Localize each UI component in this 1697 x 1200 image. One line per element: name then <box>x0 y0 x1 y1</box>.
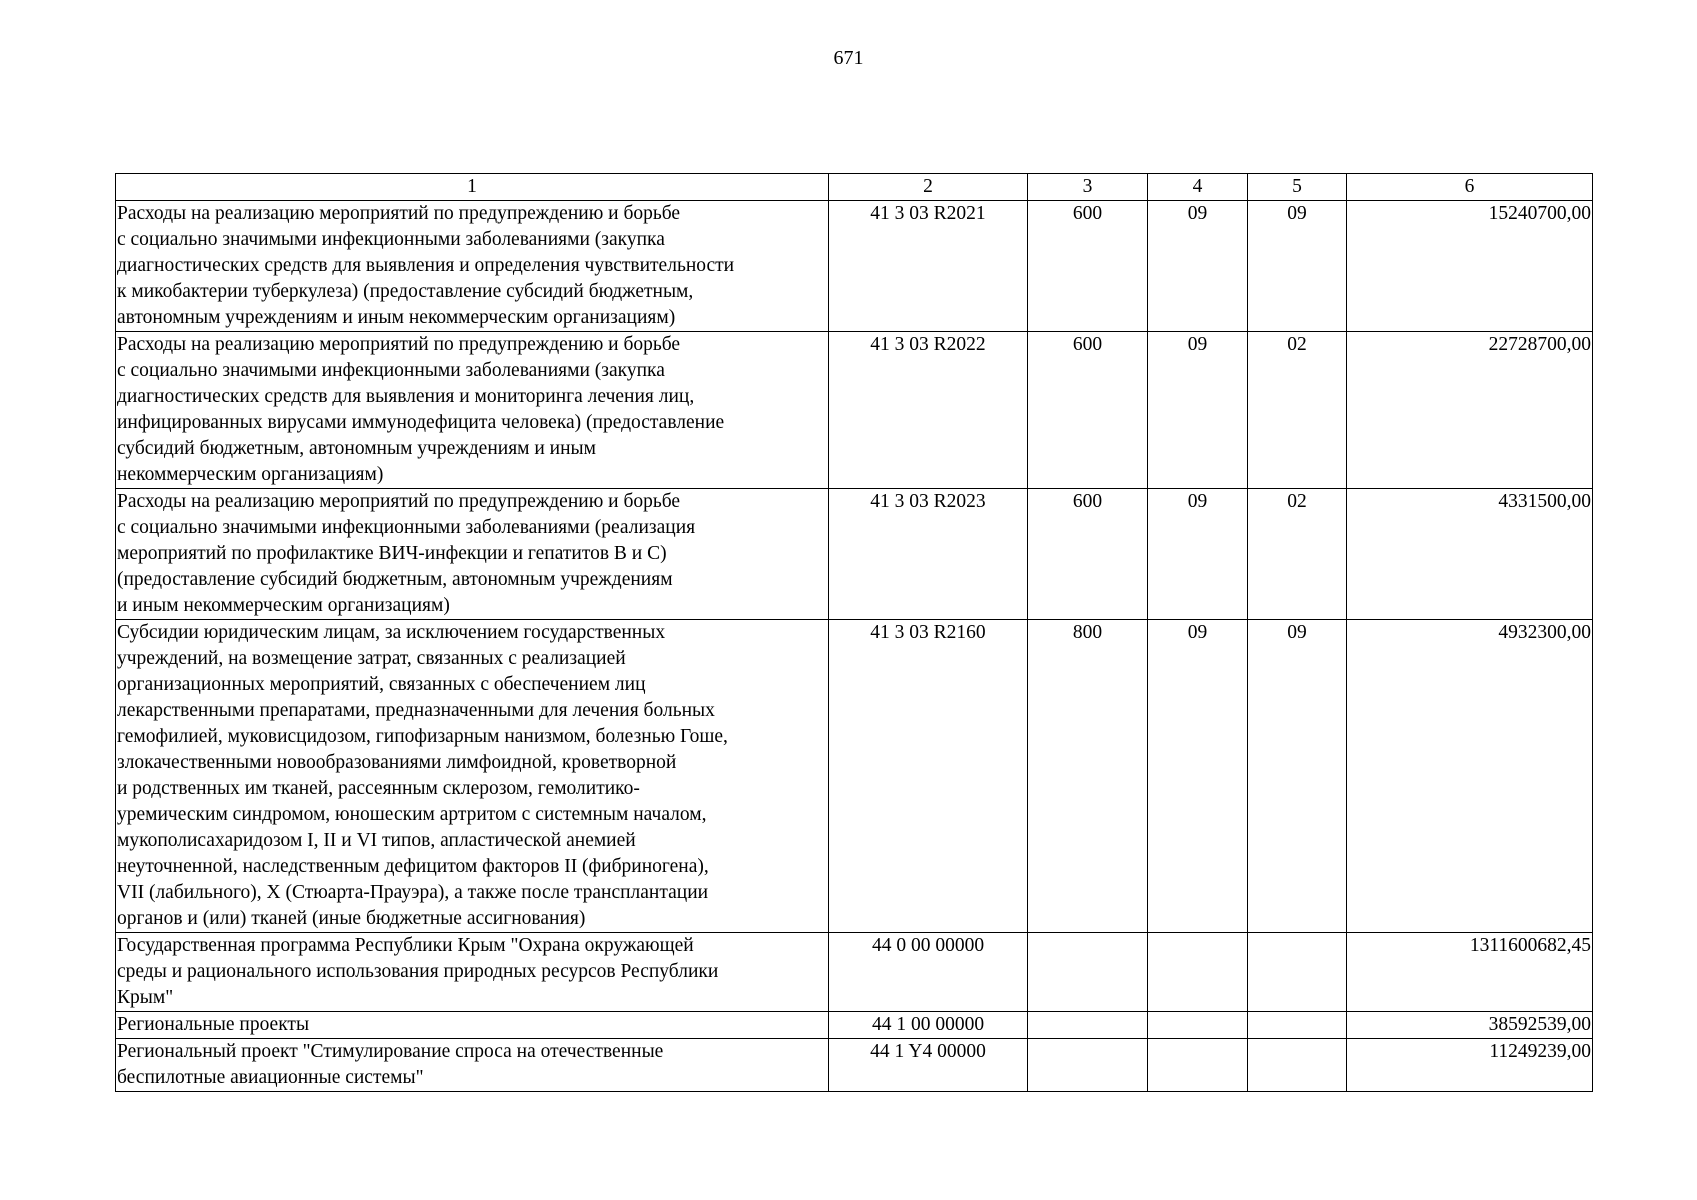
section <box>1148 1012 1248 1039</box>
subsection <box>1248 1012 1347 1039</box>
expense-type: 600 <box>1028 201 1148 332</box>
expense-name: Региональный проект "Стимулирование спроса на отечественные беспилотные авиационные системы" <box>116 1039 829 1092</box>
subsection: 09 <box>1248 620 1347 933</box>
table-row <box>116 933 1593 1012</box>
classification-code: 41 3 03 R2022 <box>829 332 1028 489</box>
classification-code: 41 3 03 R2023 <box>829 489 1028 620</box>
page-number: 671 <box>833 47 864 69</box>
column-header-3: 3 <box>1028 174 1148 201</box>
column-header-6: 6 <box>1347 174 1593 201</box>
classification-code: 44 0 00 00000 <box>829 933 1028 1012</box>
table-row <box>116 1012 1593 1039</box>
classification-code: 44 1 00 00000 <box>829 1012 1028 1039</box>
expense-type: 600 <box>1028 332 1148 489</box>
table-row <box>116 489 1593 620</box>
expense-type <box>1028 1012 1148 1039</box>
header-row <box>116 174 1593 201</box>
classification-code: 41 3 03 R2021 <box>829 201 1028 332</box>
expense-name: Региональные проекты <box>116 1012 829 1039</box>
subsection <box>1248 933 1347 1012</box>
expense-name: Субсидии юридическим лицам, за исключением государственных учреждений, на возмещение затрат, связанных с реализацией организационных мероприятий, связанных с обеспечением лиц лекарственными препаратами, предназначенными для лечения больных гемофилией, муковисцидозом, гипофизарным нанизмом, болезнью Гоше, злокачественными новообразованиями лимфоидной, кроветворной и родственных им тканей, рассеянным склерозом, гемолитико- уремическим синдромом, юношеским артритом с системным началом, мукополисахаридозом I, II и VI типов, апластической анемией неуточненной, наследственным дефицитом факторов II (фибриногена), VII (лабильного), X (Стюарта-Прауэра), а также после трансплантации органов и (или) тканей (иные бюджетные ассигнования) <box>116 620 829 933</box>
section <box>1148 1039 1248 1092</box>
expense-type: 800 <box>1028 620 1148 933</box>
subsection: 09 <box>1248 201 1347 332</box>
expense-type <box>1028 933 1148 1012</box>
column-header-5: 5 <box>1248 174 1347 201</box>
expense-name: Расходы на реализацию мероприятий по предупреждению и борьбе с социально значимыми инфекционными заболеваниями (закупка диагностических средств для выявления и определения чувствительности к микобактерии туберкулеза) (предоставление субсидий бюджетным, автономным учреждениям и иным некоммерческим организациям) <box>116 201 829 332</box>
subsection <box>1248 1039 1347 1092</box>
expense-type: 600 <box>1028 489 1148 620</box>
expense-name: Расходы на реализацию мероприятий по предупреждению и борьбе с социально значимыми инфекционными заболеваниями (реализация мероприятий по профилактике ВИЧ-инфекции и гепатитов В и С) (предоставление субсидий бюджетным, автономным учреждениям и иным некоммерческим организациям) <box>116 489 829 620</box>
amount: 38592539,00 <box>1347 1012 1593 1039</box>
expense-type <box>1028 1039 1148 1092</box>
amount: 4932300,00 <box>1347 620 1593 933</box>
subsection: 02 <box>1248 489 1347 620</box>
section: 09 <box>1148 620 1248 933</box>
section <box>1148 933 1248 1012</box>
budget-table <box>115 173 1593 1092</box>
section: 09 <box>1148 332 1248 489</box>
table-row <box>116 1039 1593 1092</box>
table-row <box>116 332 1593 489</box>
classification-code: 44 1 Y4 00000 <box>829 1039 1028 1092</box>
column-header-2: 2 <box>829 174 1028 201</box>
section: 09 <box>1148 489 1248 620</box>
expense-name: Расходы на реализацию мероприятий по предупреждению и борьбе с социально значимыми инфекционными заболеваниями (закупка диагностических средств для выявления и мониторинга лечения лиц, инфицированных вирусами иммунодефицита человека) (предоставление субсидий бюджетным, автономным учреждениям и иным некоммерческим организациям) <box>116 332 829 489</box>
column-header-4: 4 <box>1148 174 1248 201</box>
subsection: 02 <box>1248 332 1347 489</box>
amount: 1311600682,45 <box>1347 933 1593 1012</box>
section: 09 <box>1148 201 1248 332</box>
classification-code: 41 3 03 R2160 <box>829 620 1028 933</box>
table-row <box>116 620 1593 933</box>
expense-name: Государственная программа Республики Крым "Охрана окружающей среды и рационального использования природных ресурсов Республики Крым" <box>116 933 829 1012</box>
amount: 15240700,00 <box>1347 201 1593 332</box>
amount: 22728700,00 <box>1347 332 1593 489</box>
column-header-1: 1 <box>116 174 829 201</box>
amount: 11249239,00 <box>1347 1039 1593 1092</box>
table-row <box>116 201 1593 332</box>
amount: 4331500,00 <box>1347 489 1593 620</box>
